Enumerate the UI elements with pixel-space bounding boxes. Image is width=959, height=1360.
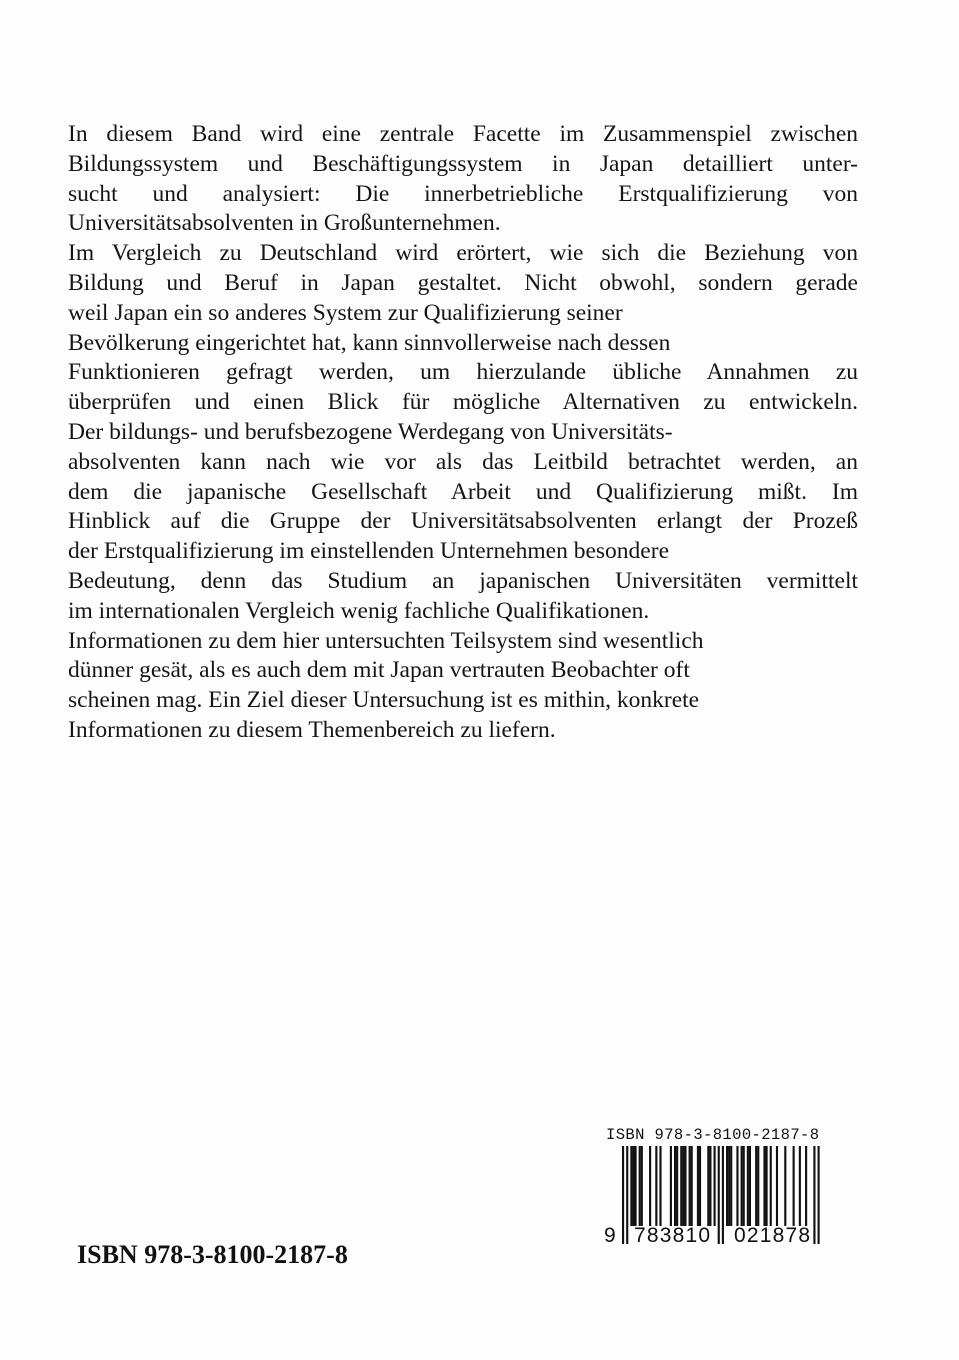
blurb-line: Bildung und Beruf in Japan gestaltet. Nicht obwohl, sondern gerade: [68, 269, 858, 296]
barcode-bar: [757, 1146, 759, 1226]
barcode-bar: [766, 1146, 768, 1226]
barcode-bar: [680, 1146, 682, 1226]
blurb-line: scheinen mag. Ein Ziel dieser Untersuchung ist es mithin, konkrete: [68, 687, 700, 714]
barcode-bar: [655, 1146, 657, 1226]
barcode-bar: [776, 1146, 778, 1226]
barcode-bar: [670, 1146, 672, 1226]
barcode-bar: [743, 1146, 745, 1226]
barcode-bar: [630, 1146, 632, 1226]
blurb-line: Universitätsabsolventen in Großunternehmen.: [68, 210, 501, 237]
blurb-line: sucht und analysiert: Die innerbetriebliche Erstqualifizierung von: [68, 180, 858, 207]
barcode-bar: [784, 1146, 786, 1226]
barcode-bar: [728, 1146, 730, 1226]
barcode-bar: [691, 1146, 693, 1226]
barcode-bar: [676, 1146, 678, 1226]
blurb-line: absolventen kann nach wie vor als das Leitbild betrachtet werden, an: [68, 448, 858, 475]
barcode-bar: [684, 1146, 686, 1226]
blurb-text: [68, 120, 858, 746]
barcode-bar: [726, 1146, 728, 1226]
blurb-line: im internationalen Vergleich wenig fachliche Qualifikationen.: [68, 597, 650, 624]
blurb-line: Bildungssystem und Beschäftigungssystem in Japan detailliert unter-: [68, 150, 858, 177]
barcode-bar: [639, 1146, 641, 1226]
barcode-bar: [730, 1146, 732, 1226]
barcode-bar: [805, 1146, 807, 1226]
barcode-bar: [714, 1146, 716, 1226]
barcode-bar: [799, 1146, 801, 1226]
barcode-guard-bar: [626, 1146, 628, 1244]
blurb-line: Im Vergleich zu Deutschland wird erörtert, wie sich die Beziehung von: [68, 240, 858, 267]
barcode-guard-bar: [718, 1146, 720, 1244]
blurb-line: Funktionieren gefragt werden, um hierzulande übliche Annahmen zu: [68, 359, 858, 386]
barcode-bar: [755, 1146, 757, 1226]
blurb-line: dem die japanische Gesellschaft Arbeit und Qualifizierung mißt. Im: [68, 478, 858, 505]
barcode-bar: [763, 1146, 765, 1226]
barcode-bar: [793, 1146, 795, 1226]
barcode-bar: [697, 1146, 699, 1226]
barcode-guard-bar: [818, 1146, 820, 1244]
barcode-bar: [649, 1146, 651, 1226]
barcode-first-digit: 9: [604, 1224, 617, 1247]
barcode-bar: [736, 1146, 738, 1226]
barcode-bar: [749, 1146, 751, 1226]
blurb-line: weil Japan ein so anderes System zur Qualifizierung seiner: [68, 299, 623, 326]
barcode-left-digits: 783810: [634, 1224, 712, 1247]
barcode-bar: [747, 1146, 749, 1226]
barcode-bar: [707, 1146, 709, 1226]
barcode-bar: [699, 1146, 701, 1226]
blurb-line: dünner gesät, als es auch dem mit Japan vertrauten Beobachter oft: [68, 657, 690, 684]
barcode-bar: [641, 1146, 643, 1226]
barcode-bar: [634, 1146, 636, 1226]
blurb-line: der Erstqualifizierung im einstellenden Unternehmen besondere: [68, 538, 669, 565]
blurb-line: Der bildungs- und berufsbezogene Werdegang von Universitäts-: [68, 418, 673, 445]
barcode-bar: [659, 1146, 661, 1226]
barcode-bar: [770, 1146, 772, 1226]
barcode-right-digits: 021878: [734, 1224, 812, 1247]
blurb-line: Bedeutung, denn das Studium an japanischen Universitäten vermittelt: [68, 567, 858, 594]
isbn-label: ISBN 978-3-8100-2187-8: [77, 1240, 348, 1269]
barcode-bar: [689, 1146, 691, 1226]
isbn-barcode: [604, 1126, 854, 1276]
barcode-bar: [682, 1146, 684, 1226]
blurb-line: Informationen zu dem hier untersuchten Teilsystem sind wesentlich: [68, 627, 704, 654]
barcode-guard-bar: [813, 1146, 815, 1244]
barcode-isbn-text: ISBN 978-3-8100-2187-8: [606, 1126, 820, 1144]
blurb-line: Hinblick auf die Gruppe der Universitätsabsolventen erlangt der Prozeß: [68, 508, 858, 535]
blurb-line: überprüfen und einen Blick für mögliche Alternativen zu entwickeln.: [68, 389, 858, 416]
blurb-line: Informationen zu diesem Themenbereich zu liefern.: [68, 716, 556, 743]
barcode-bar: [741, 1146, 743, 1226]
blurb-line: Bevölkerung eingerichtet hat, kann sinnvollerweise nach dessen: [68, 329, 671, 356]
barcode-guard-bar: [622, 1146, 624, 1244]
barcode-bar: [632, 1146, 634, 1226]
barcode-guard-bar: [722, 1146, 724, 1244]
blurb-line: In diesem Band wird eine zentrale Facette im Zusammenspiel zwischen: [68, 121, 858, 147]
barcode-bar: [674, 1146, 676, 1226]
barcode-bar: [709, 1146, 711, 1226]
